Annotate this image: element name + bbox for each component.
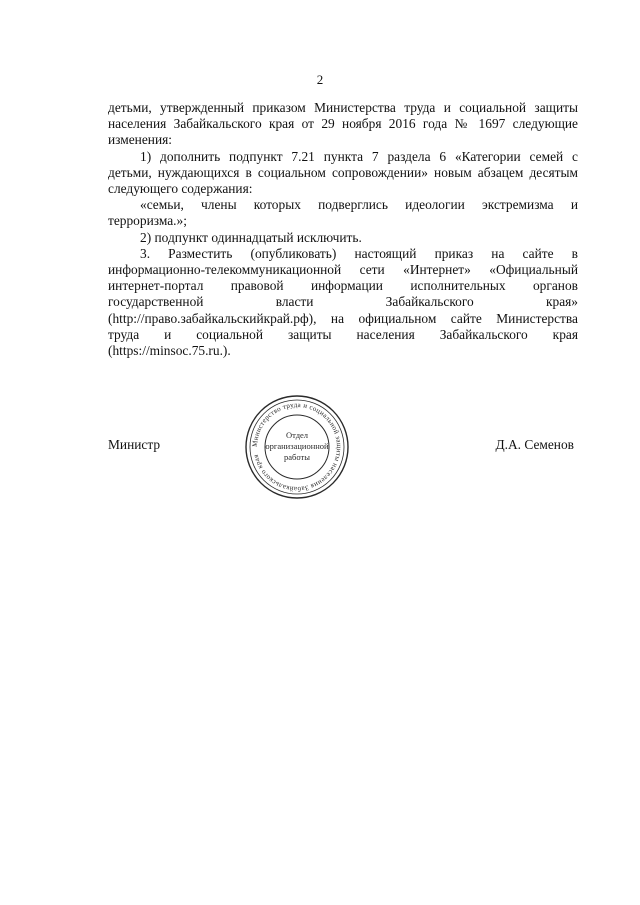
text-line: 1) дополнить подпункт 7.21 пункта 7 раздела 6 «Категории семей с xyxy=(140,148,578,164)
text-line: детьми, утвержденный приказом Министерства труда и социальной защиты xyxy=(108,100,578,115)
text-line: терроризма.»; xyxy=(108,213,187,229)
document-body xyxy=(108,100,578,359)
text-line: труда и социальной защиты населения Забайкальского края xyxy=(108,326,578,342)
text-line: следующего содержания: xyxy=(108,181,253,197)
text-line: 2) подпункт одиннадцатый исключить. xyxy=(140,229,362,245)
text-line: интернет-портал правовой информации исполнительных органов xyxy=(108,278,578,294)
stamp-inner-line: Отдел xyxy=(285,430,309,440)
paragraph-item-3 xyxy=(108,246,578,359)
official-stamp xyxy=(242,392,352,502)
text-line: «семьи, члены которых подверглись идеологии экстремизма и xyxy=(140,197,578,213)
text-line: изменения: xyxy=(108,132,173,148)
page-number: 2 xyxy=(316,72,324,87)
text-line: 3. Разместить (опубликовать) настоящий приказ на сайте в xyxy=(140,245,578,261)
text-line: информационно-телекоммуникационной сети «Интернет» «Официальный xyxy=(108,262,578,278)
stamp-inner-line: организационной xyxy=(265,441,329,451)
text-line: детьми, нуждающихся в социальном сопровождении» новым абзацем десятым xyxy=(108,164,578,180)
paragraph-intro xyxy=(108,100,578,149)
text-line: (http://право.забайкальскийкрай.рф), на официальном сайте Министерства xyxy=(108,310,578,326)
text-line: (https://minsoc.75.ru.). xyxy=(108,343,231,359)
text-line: государственной власти Забайкальского края» xyxy=(108,294,578,310)
text-line: населения Забайкальского края от 29 ноября 2016 года № 1697 следующие xyxy=(108,116,578,132)
paragraph-item-2 xyxy=(108,230,578,246)
paragraph-quote xyxy=(108,197,578,229)
stamp-seal-icon xyxy=(242,392,352,502)
stamp-inner-line: работы xyxy=(284,452,310,462)
paragraph-item-1 xyxy=(108,149,578,198)
signatory-name: Д.А. Семенов xyxy=(495,437,574,452)
stamp-outer-text: Министерство труда и социальной защиты населения Забайкальского края xyxy=(250,400,344,494)
signatory-position: Министр xyxy=(108,437,161,452)
